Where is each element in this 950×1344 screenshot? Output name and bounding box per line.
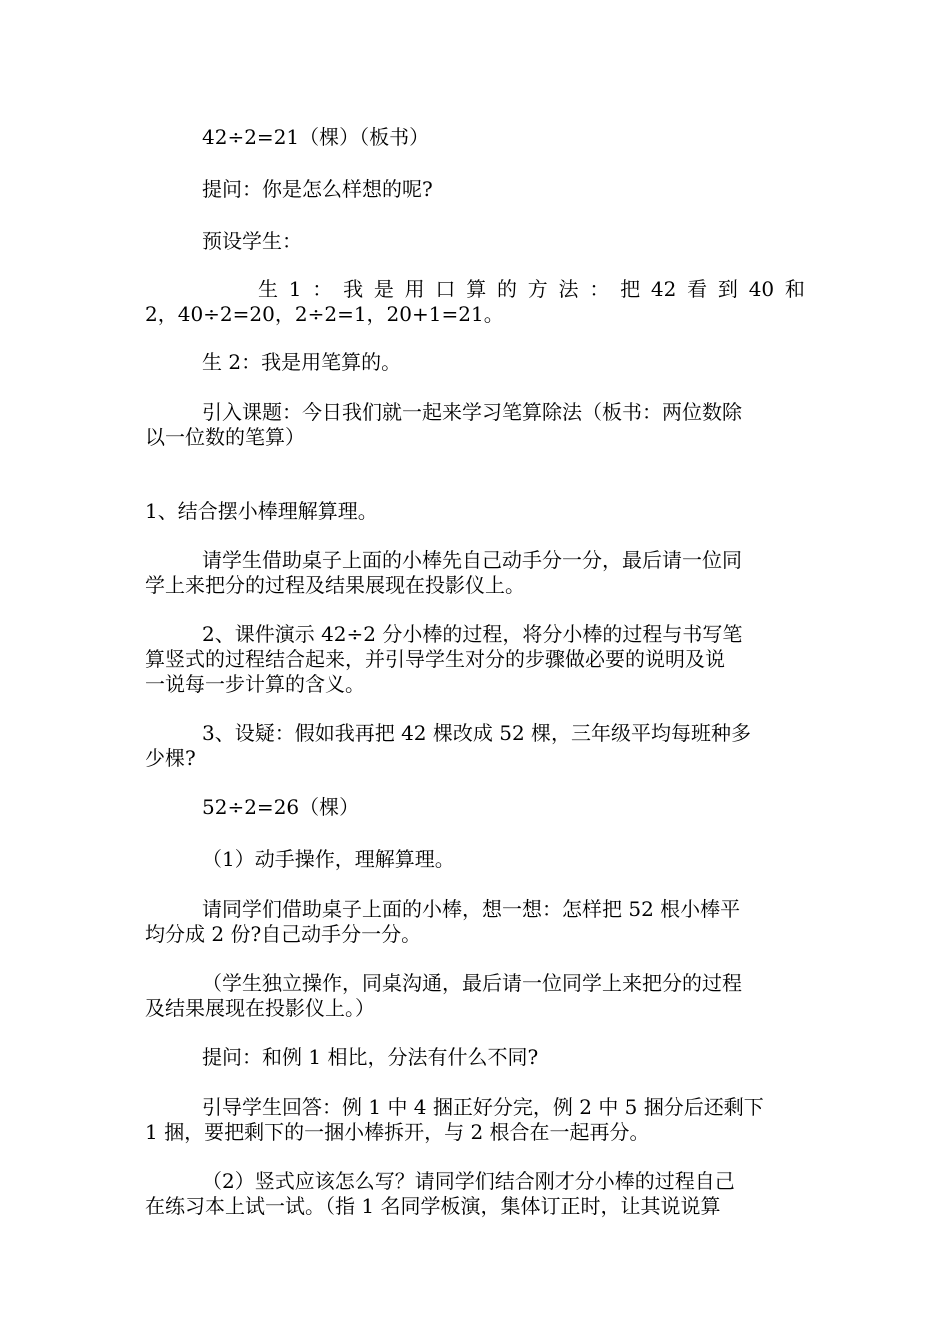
paragraph-sticks-line-2: 学上来把分的过程及结果展现在投影仪上。 bbox=[145, 573, 525, 597]
word: ： bbox=[589, 277, 610, 301]
paragraph-question-1: 提问：你是怎么样想的呢? bbox=[202, 177, 433, 201]
paragraph-demo-line-2: 算竖式的过程结合起来，并引导学生对分的步骤做必要的说明及说 bbox=[145, 647, 725, 671]
word: 口 bbox=[435, 277, 456, 301]
paragraph-vertical-line-2: 在练习本上试一试。（指 1 名同学板演，集体订正时，让其说说算 bbox=[145, 1194, 721, 1218]
paragraph-doubt-line-1: 3、设疑：假如我再把 42 棵改成 52 棵，三年级平均每班种多 bbox=[202, 721, 752, 745]
paragraph-hands-on: （1）动手操作，理解算理。 bbox=[202, 847, 455, 871]
word: 42 bbox=[650, 277, 677, 301]
paragraph-sticks-line-1: 请学生借助桌子上面的小棒先自己动手分一分，最后请一位同 bbox=[202, 548, 742, 572]
paragraph-intro-line-1: 引入课题：今日我们就一起来学习笔算除法（板书：两位数除 bbox=[202, 400, 742, 424]
paragraph-demo-line-1: 2、课件演示 42÷2 分小棒的过程，将分小棒的过程与书写笔 bbox=[202, 622, 743, 646]
paragraph-student-1-line-1 bbox=[258, 276, 805, 302]
paragraph-independent-line-2: 及结果展现在投影仪上。） bbox=[145, 996, 375, 1020]
word: ： bbox=[312, 277, 333, 301]
word: 我 bbox=[343, 277, 364, 301]
paragraph-question-2: 提问：和例 1 相比，分法有什么不同? bbox=[202, 1045, 539, 1069]
word: 40 bbox=[748, 277, 775, 301]
word: 和 bbox=[784, 277, 805, 301]
word: 到 bbox=[717, 277, 738, 301]
section-heading-1: 1、结合摆小棒理解算理。 bbox=[145, 499, 378, 523]
word: 方 bbox=[527, 277, 548, 301]
word: 法 bbox=[558, 277, 579, 301]
paragraph-formula-52: 52÷2=26（棵） bbox=[202, 795, 360, 819]
word: 1 bbox=[288, 277, 302, 301]
paragraph-preset-students: 预设学生： bbox=[202, 229, 302, 253]
paragraph-divide-52-line-2: 均分成 2 份?自己动手分一分。 bbox=[145, 922, 422, 946]
paragraph-student-1-line-2: 2，40÷2=20，2÷2=1，20+1=21。 bbox=[145, 302, 504, 326]
paragraph-divide-52-line-1: 请同学们借助桌子上面的小棒，想一想：怎样把 52 根小棒平 bbox=[202, 897, 741, 921]
paragraph-formula-42: 42÷2=21（棵）（板书） bbox=[202, 125, 430, 149]
word: 的 bbox=[496, 277, 517, 301]
paragraph-guide-line-2: 1 捆，要把剩下的一捆小棒拆开，与 2 根合在一起再分。 bbox=[145, 1120, 650, 1144]
paragraph-intro-line-2: 以一位数的笔算） bbox=[145, 425, 305, 449]
paragraph-vertical-line-1: （2）竖式应该怎么写？请同学们结合刚才分小棒的过程自己 bbox=[202, 1169, 735, 1193]
word: 是 bbox=[373, 277, 394, 301]
word: 看 bbox=[687, 277, 708, 301]
word: 把 bbox=[620, 277, 641, 301]
word: 算 bbox=[466, 277, 487, 301]
word: 生 bbox=[258, 277, 278, 301]
paragraph-independent-line-1: （学生独立操作，同桌沟通，最后请一位同学上来把分的过程 bbox=[202, 971, 742, 995]
paragraph-doubt-line-2: 少棵? bbox=[145, 746, 196, 770]
paragraph-student-2: 生 2：我是用笔算的。 bbox=[202, 350, 402, 374]
paragraph-demo-line-3: 一说每一步计算的含义。 bbox=[145, 672, 365, 696]
paragraph-guide-line-1: 引导学生回答：例 1 中 4 捆正好分完，例 2 中 5 捆分后还剩下 bbox=[202, 1095, 764, 1119]
word: 用 bbox=[404, 277, 425, 301]
